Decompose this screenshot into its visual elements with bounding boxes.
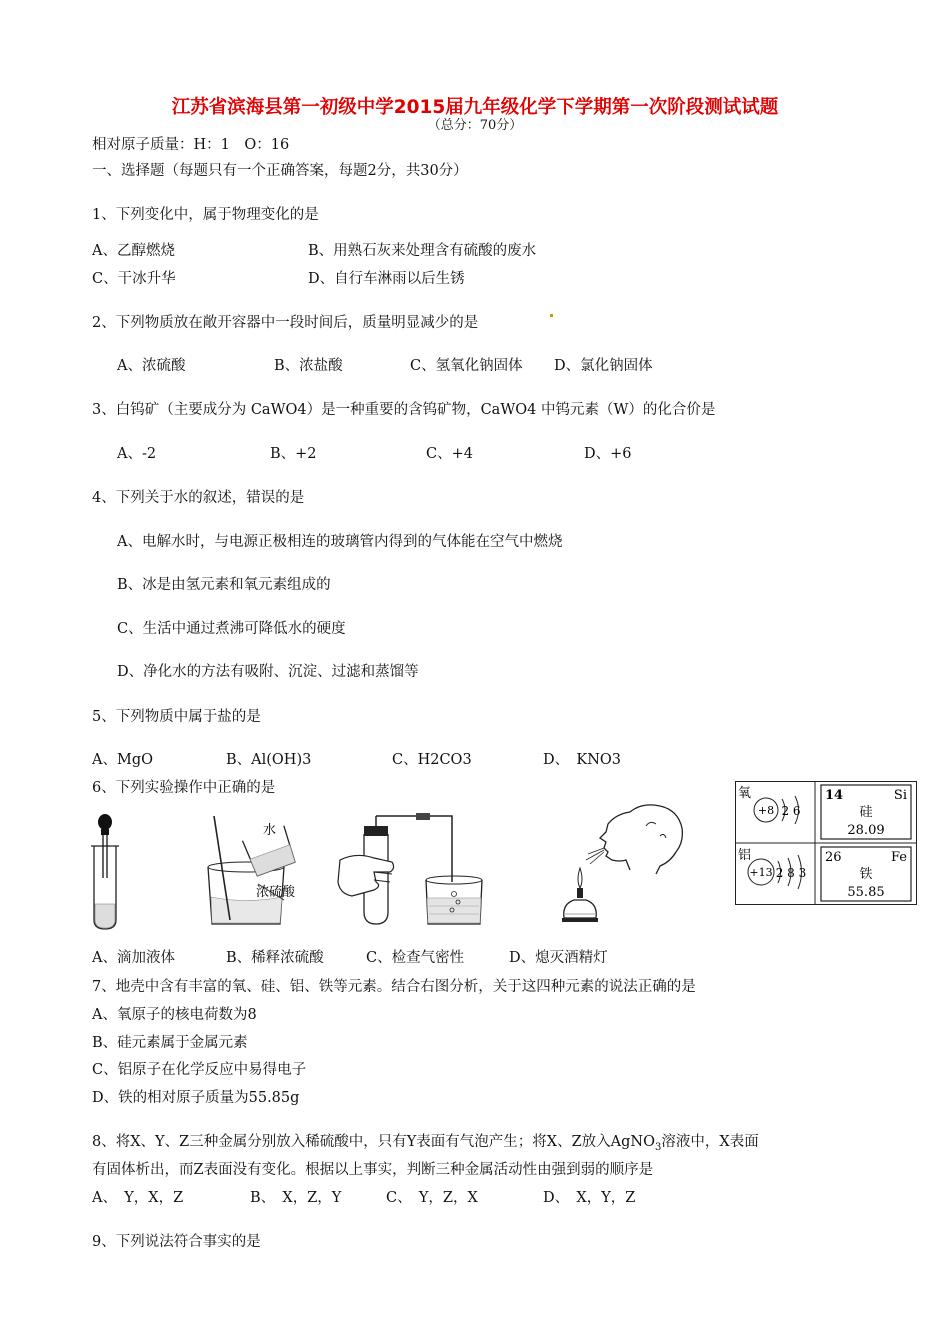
q6-stem: 6、下列实验操作中正确的是 [92,780,276,796]
q9-stem: 9、下列说法符合事实的是 [92,1234,261,1250]
q2-option-d: D、氯化钠固体 [554,358,653,374]
q3-option-d: D、+6 [584,446,632,462]
atomic-mass-note: 相对原子质量：H：1 O：16 [92,137,290,153]
q3-option-c: C、+4 [426,446,473,462]
q8-stem [92,1130,759,1153]
iron-number: 26 [825,850,842,865]
q6-option-b: B、稀释浓硫酸 [226,950,324,966]
q8-stem-line2: 有固体析出，而Z表面没有变化。根据以上事实，判断三种金属活动性由强到弱的顺序是 [92,1162,654,1178]
q8-option-a: A、 Y，X，Z [92,1190,184,1206]
oxygen-name: 氧 [738,786,752,801]
page-title: 江苏省滨海县第一初级中学2015届九年级化学下学期第一次阶段测试试题 [171,97,779,118]
q4-option-b: B、冰是由氢元素和氧元素组成的 [117,577,331,593]
q7-option-a: A、氧原子的核电荷数为8 [92,1007,257,1023]
airtightness-figure [334,812,499,930]
alcohol-lamp-figure [560,800,690,932]
silicon-name: 硅 [859,805,873,820]
q6-option-c: C、检查气密性 [366,950,465,966]
section-heading: 一、选择题（每题只有一个正确答案，每题2分，共30分） [92,163,468,179]
q1-option-d: D、自行车淋雨以后生锈 [308,271,465,287]
q3-stem: 3、白钨矿（主要成分为 CaWO4）是一种重要的含钨矿物，CaWO4 中钨元素（W）的化合价是 [92,402,716,418]
q8-stem-subscript: 3 [655,1141,662,1153]
q7-stem: 7、地壳中含有丰富的氧、硅、铝、铁等元素。结合右图分析，关于这四种元素的说法正确的是 [92,979,696,995]
q5-option-b: B、Al(OH)3 [226,752,312,768]
q5-option-c: C、H2CO3 [392,752,472,768]
q3-option-a: A、-2 [117,446,157,462]
total-score: （总分：70分） [427,118,523,133]
silicon-symbol: Si [893,788,907,803]
aluminium-shells: 2 8 3 [775,866,807,880]
iron-name: 铁 [859,867,873,882]
stray-dot [550,314,553,317]
q6-option-d: D、熄灭酒精灯 [509,950,608,966]
q8-stem-part2: 溶液中，X表面 [661,1134,759,1150]
q7-option-d: D、铁的相对原子质量为55.85g [92,1090,300,1106]
dilution-figure [200,812,350,930]
q2-option-c: C、氢氧化钠固体 [410,358,523,374]
q1-option-b: B、用熟石灰来处理含有硫酸的废水 [308,243,537,259]
q4-option-d: D、净化水的方法有吸附、沉淀、过滤和蒸馏等 [117,664,419,680]
q7-option-c: C、铝原子在化学反应中易得电子 [92,1062,307,1078]
q2-option-a: A、浓硫酸 [117,358,186,374]
water-label: 水 [263,823,277,838]
q5-stem: 5、下列物质中属于盐的是 [92,709,261,725]
silicon-mass: 28.09 [847,823,885,838]
q7-option-b: B、硅元素属于金属元素 [92,1035,248,1051]
iron-symbol: Fe [890,850,907,865]
q8-option-d: D、 X，Y，Z [543,1190,636,1206]
q5-option-d: D、 KNO3 [543,752,622,768]
q8-option-c: C、 Y，Z，X [386,1190,478,1206]
aluminium-nucleus: +13 [749,866,773,879]
q6-option-a: A、滴加液体 [92,950,175,966]
oxygen-shells: 2 6 [781,804,801,818]
q8-stem-part1: 8、将X、Y、Z三种金属分别放入稀硫酸中，只有Y表面有气泡产生；将X、Z放入AgNO [92,1134,655,1150]
oxygen-nucleus: +8 [757,804,775,817]
q4-stem: 4、下列关于水的叙述，错误的是 [92,490,305,506]
iron-mass: 55.85 [847,885,885,900]
q2-stem: 2、下列物质放在敞开容器中一段时间后，质量明显减少的是 [92,315,479,331]
q5-option-a: A、MgO [92,752,153,768]
q2-option-b: B、浓盐酸 [274,358,343,374]
aluminium-name: 铝 [738,848,752,863]
q1-option-c: C、干冰升华 [92,271,176,287]
q8-option-b: B、 X，Z，Y [250,1190,342,1206]
q4-option-c: C、生活中通过煮沸可降低水的硬度 [117,621,346,637]
dropper-figure [88,812,128,932]
silicon-number: 14 [825,788,844,803]
q3-option-b: B、+2 [270,446,317,462]
acid-label: 浓硫酸 [256,885,296,900]
q4-option-a: A、电解水时，与电源正极相连的玻璃管内得到的气体能在空气中燃烧 [117,534,563,550]
q1-option-a: A、乙醇燃烧 [92,243,175,259]
element-info-figure [735,781,917,905]
q1-stem: 1、下列变化中，属于物理变化的是 [92,207,319,223]
